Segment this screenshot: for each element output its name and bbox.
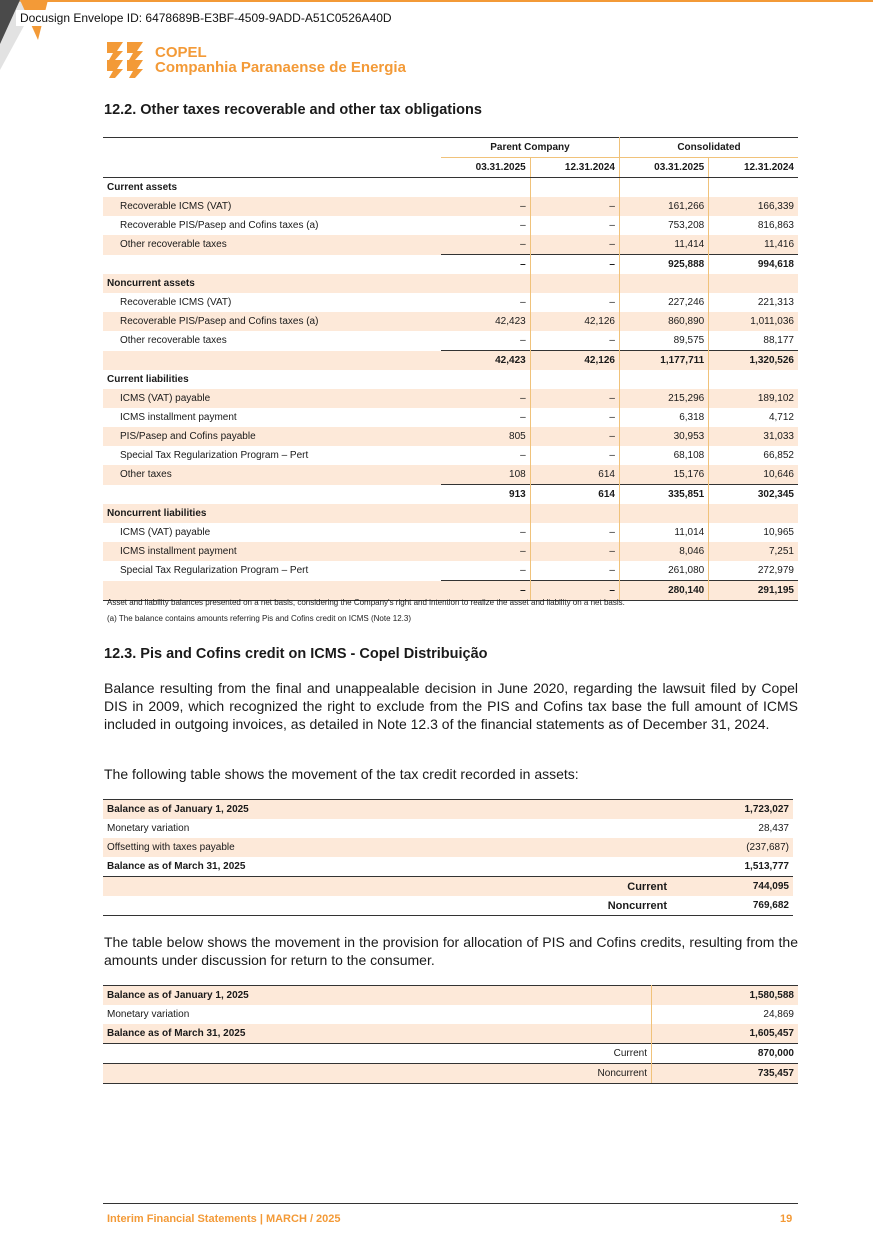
row-value: – (530, 446, 619, 465)
row-value: 11,416 (709, 235, 798, 255)
table-row (103, 800, 793, 820)
row-label: ICMS (VAT) payable (120, 527, 211, 538)
row-value: 805 (441, 427, 530, 446)
copel-logo-icon (105, 40, 147, 80)
row-value: 15,176 (619, 465, 708, 485)
row-value: 744,095 (671, 877, 793, 897)
row-value: 614 (530, 465, 619, 485)
row-value: 31,033 (709, 427, 798, 446)
provision-movement-table (103, 985, 798, 1084)
row-value: – (530, 561, 619, 581)
row-label: Noncurrent liabilities (103, 504, 441, 523)
row-value: 11,414 (619, 235, 708, 255)
row-value: – (441, 581, 530, 601)
row-value: (237,687) (671, 838, 793, 857)
table-row (103, 485, 798, 505)
row-value (709, 274, 798, 293)
row-value (441, 504, 530, 523)
row-value: 8,046 (619, 542, 708, 561)
row-label: Special Tax Regularization Program – Pert (120, 450, 309, 461)
row-label: Balance as of January 1, 2025 (103, 986, 652, 1006)
row-value: 10,646 (709, 465, 798, 485)
row-label: Recoverable ICMS (VAT) (103, 197, 441, 216)
table-row (103, 986, 798, 1006)
row-value: 6,318 (619, 408, 708, 427)
row-label: Monetary variation (107, 1009, 190, 1020)
row-value: 272,979 (709, 561, 798, 581)
row-label: Balance as of March 31, 2025 (103, 1024, 652, 1044)
paragraph-decision: Balance resulting from the final and unappealable decision in June 2020, regarding the lawsuit filed by Copel DIS in 2009, which recognized the right to exclude from the PIS and Cofins tax base the full amount of ICMS included in outgoing invoices, as detailed in Note 12.3 of the financial statements as of December 31, 2024. (104, 680, 798, 732)
row-value: 614 (530, 485, 619, 505)
row-value: – (441, 389, 530, 408)
row-label: Noncurrent assets (103, 274, 441, 293)
row-value: 24,869 (652, 1005, 799, 1024)
row-value: 261,080 (619, 561, 708, 581)
table-row (103, 896, 793, 916)
row-value: 925,888 (619, 255, 708, 275)
row-value: – (520, 527, 526, 538)
row-value: 816,863 (709, 216, 798, 235)
table-row (103, 370, 798, 389)
row-value: 913 (441, 485, 530, 505)
col-header: 12.31.2024 (709, 158, 798, 178)
row-value: 1,320,526 (709, 351, 798, 371)
footer-text: Interim Financial Statements | MARCH / 2025 (107, 1213, 341, 1225)
row-value: 221,313 (709, 293, 798, 312)
row-label: Current (103, 1044, 652, 1064)
table-row (103, 331, 798, 351)
row-value: 1,580,588 (652, 986, 799, 1006)
row-value: 28,437 (758, 823, 789, 834)
row-label (103, 351, 441, 371)
logo-subtitle: Companhia Paranaense de Energia (155, 59, 406, 76)
row-value (619, 178, 708, 198)
row-value: 161,266 (619, 197, 708, 216)
row-label: Other recoverable taxes (120, 335, 227, 347)
copel-logo (105, 40, 406, 80)
paragraph-credit-intro: The following table shows the movement of the tax credit recorded in assets: (104, 766, 579, 782)
row-value: 335,851 (619, 485, 708, 505)
row-value: – (530, 408, 619, 427)
footer-divider (103, 1203, 798, 1204)
row-label: Recoverable ICMS (VAT) (120, 297, 232, 308)
table-row (103, 389, 798, 408)
row-label (103, 255, 441, 275)
row-value: – (530, 197, 619, 216)
row-value: 88,177 (709, 331, 798, 351)
row-value: 42,126 (530, 312, 619, 331)
table-row (103, 1064, 798, 1084)
row-value: 68,108 (619, 446, 708, 465)
row-value (530, 178, 619, 198)
col-header: 03.31.2025 (619, 158, 708, 178)
page-number: 19 (780, 1213, 793, 1225)
row-value: 994,618 (709, 255, 798, 275)
row-value: 291,195 (709, 581, 798, 601)
section-12-3-title: 12.3. Pis and Cofins credit on ICMS - Copel Distribuição (104, 646, 488, 662)
table-row (103, 838, 793, 857)
table-row (103, 561, 798, 581)
table-row (103, 178, 798, 198)
table-row (103, 877, 793, 897)
row-value (619, 274, 708, 293)
row-value: 860,890 (619, 312, 708, 331)
row-value: 1,177,711 (619, 351, 708, 371)
row-value: 42,423 (441, 351, 530, 371)
section-12-2-title: 12.2. Other taxes recoverable and other tax obligations (104, 102, 482, 118)
table-row (103, 274, 798, 293)
row-label: PIS/Pasep and Cofins payable (103, 427, 441, 446)
row-value: – (530, 293, 619, 312)
row-value: 11,014 (619, 523, 708, 542)
docusign-envelope-id: Docusign Envelope ID: 6478689B-E3BF-4509-9ADD-A51C0526A40D (16, 10, 396, 26)
row-value: – (530, 523, 619, 542)
row-label: Current assets (107, 182, 178, 193)
group-header-parent: Parent Company (441, 138, 620, 158)
table-row (103, 255, 798, 275)
row-value (619, 504, 708, 523)
table-note: Asset and liability balances presented on a net basis, considering the Company's right and intention to realize the asset and liability on a net basis. (107, 598, 625, 607)
row-value: – (530, 331, 619, 351)
table-row (103, 408, 798, 427)
row-value: 89,575 (619, 331, 708, 351)
row-label (103, 485, 441, 505)
table-row (103, 1044, 798, 1064)
row-label: Current liabilities (107, 374, 189, 385)
row-label: Current (103, 877, 671, 897)
row-value: 66,852 (709, 446, 798, 465)
row-label: Other recoverable taxes (103, 235, 441, 255)
tax-credit-movement-table (103, 799, 793, 916)
other-taxes-table (103, 137, 798, 601)
table-row (103, 197, 798, 216)
row-label: ICMS installment payment (103, 542, 441, 561)
row-value: – (530, 235, 619, 255)
row-value: 166,339 (709, 197, 798, 216)
row-value: – (520, 450, 526, 461)
row-value (441, 370, 530, 389)
row-label: Offsetting with taxes payable (103, 838, 671, 857)
row-label: ICMS installment payment (120, 412, 237, 423)
table-row (103, 523, 798, 542)
row-value: 1,605,457 (652, 1024, 799, 1044)
row-label: Noncurrent (103, 896, 671, 916)
row-value: – (520, 297, 526, 308)
row-value: 735,457 (652, 1064, 799, 1084)
row-value: – (530, 216, 619, 235)
top-accent-line (0, 0, 873, 2)
table-row (103, 504, 798, 523)
row-value: 42,126 (530, 351, 619, 371)
table-row (103, 857, 793, 877)
table-row (103, 312, 798, 331)
table-row (103, 1024, 798, 1044)
row-value: 215,296 (619, 389, 708, 408)
row-value: 1,513,777 (744, 861, 789, 872)
row-label: Balance as of January 1, 2025 (103, 800, 671, 820)
table-row (103, 351, 798, 371)
row-value: – (520, 220, 526, 231)
col-header: 12.31.2024 (530, 158, 619, 178)
table-row (103, 216, 798, 235)
row-value (619, 370, 708, 389)
table-row (103, 819, 793, 838)
row-value: – (530, 542, 619, 561)
row-value: – (530, 389, 619, 408)
table-row (103, 293, 798, 312)
row-value: – (530, 255, 619, 275)
paragraph-provision-intro: The table below shows the movement in the provision for allocation of PIS and Cofins credits, resulting from the amounts under discussion for return to the consumer. (104, 934, 798, 968)
row-label: Balance as of March 31, 2025 (107, 861, 246, 872)
row-value: 7,251 (709, 542, 798, 561)
row-label: Recoverable PIS/Pasep and Cofins taxes (a) (120, 220, 319, 231)
col-header: 03.31.2025 (441, 158, 530, 178)
table-row (103, 427, 798, 446)
row-label: Noncurrent (103, 1064, 652, 1084)
table-row (103, 542, 798, 561)
row-value (441, 178, 530, 198)
row-value: – (520, 412, 526, 423)
row-value: 227,246 (619, 293, 708, 312)
row-value: 753,208 (619, 216, 708, 235)
row-label: Other taxes (103, 465, 441, 485)
logo-title: COPEL (155, 44, 207, 61)
row-value: 108 (441, 465, 530, 485)
table-row (103, 235, 798, 255)
row-value: – (441, 197, 530, 216)
row-value: 302,345 (709, 485, 798, 505)
row-value (441, 274, 530, 293)
row-value: 1,723,027 (671, 800, 793, 820)
row-value: – (520, 565, 526, 576)
row-value (709, 178, 798, 198)
row-value (709, 504, 798, 523)
row-value: 189,102 (709, 389, 798, 408)
row-value: 769,682 (671, 896, 793, 916)
row-value: – (441, 235, 530, 255)
table-footnote-a: (a) The balance contains amounts referring Pis and Cofins credit on ICMS (Note 12.3) (107, 614, 411, 623)
row-value: 42,423 (441, 312, 530, 331)
table-row (103, 446, 798, 465)
row-value: 870,000 (652, 1044, 799, 1064)
row-value: – (530, 581, 619, 601)
row-value (530, 370, 619, 389)
row-value: 30,953 (619, 427, 708, 446)
table-row (103, 465, 798, 485)
row-value: 4,712 (709, 408, 798, 427)
row-value: 10,965 (709, 523, 798, 542)
row-value (530, 504, 619, 523)
row-value (709, 370, 798, 389)
row-value: – (441, 542, 530, 561)
row-label: Monetary variation (107, 823, 190, 834)
group-header-consolidated: Consolidated (677, 142, 741, 153)
row-label: Recoverable PIS/Pasep and Cofins taxes (a) (103, 312, 441, 331)
row-label: Special Tax Regularization Program – Pert (120, 565, 309, 577)
row-value (530, 274, 619, 293)
row-value: – (530, 427, 619, 446)
row-value: – (520, 335, 526, 346)
table-row (103, 1005, 798, 1024)
row-label: ICMS (VAT) payable (103, 389, 441, 408)
row-value: 1,011,036 (709, 312, 798, 331)
row-value: 280,140 (619, 581, 708, 601)
row-value: – (441, 255, 530, 275)
